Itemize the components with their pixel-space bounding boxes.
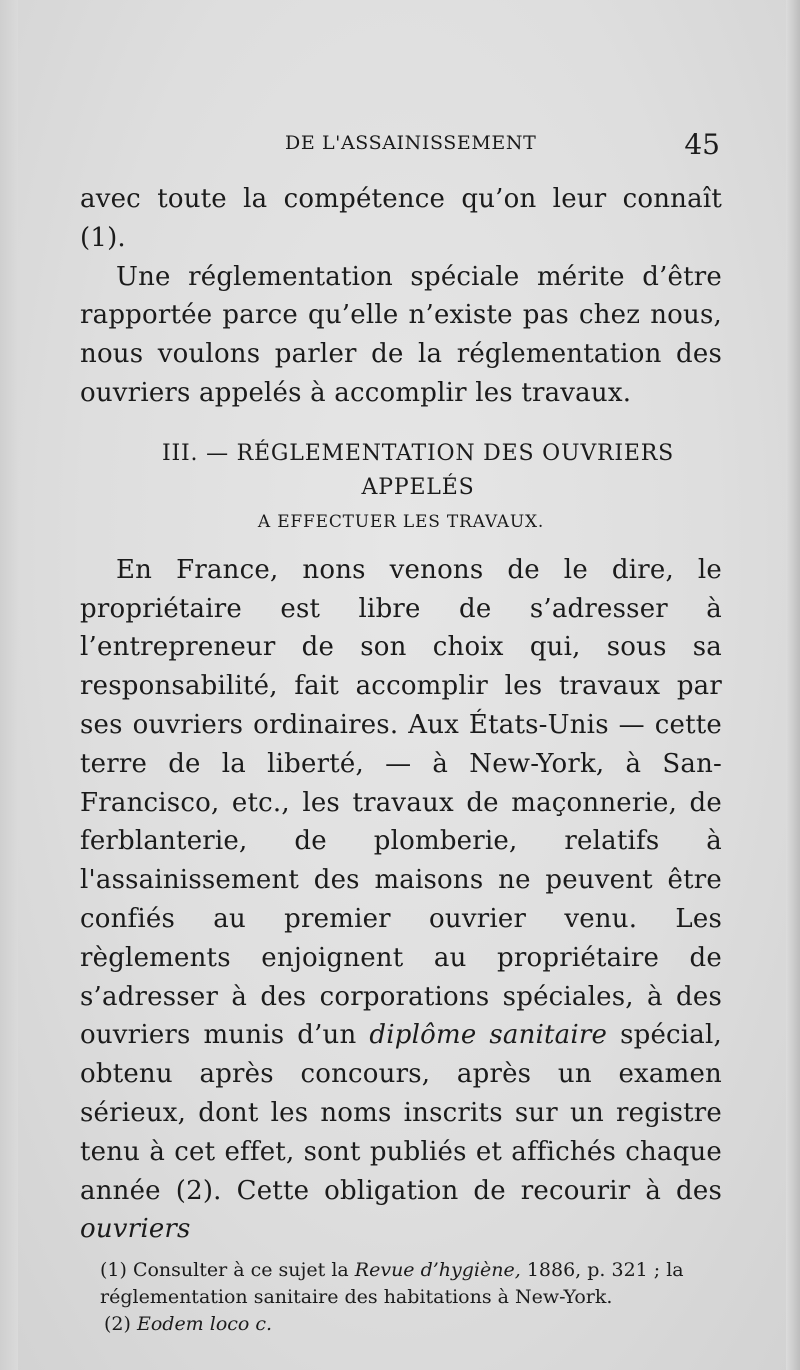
section-heading <box>80 437 722 539</box>
paragraph-2: Une réglementation spéciale mérite d’être rapportée parce qu’elle n’existe pas chez nous, nous voulons parler de la réglementation des ouvriers appelés à accomplir les travaux. <box>80 261 722 408</box>
paragraph-3-italic-ouvriers: ouvriers <box>80 1214 191 1245</box>
page-left-edge <box>0 0 18 1370</box>
section-heading-line-2: A EFFECTUER LES TRAVAUX. <box>257 511 545 532</box>
paragraph-1: avec toute la compétence qu’on leur connaît (1). <box>80 184 722 253</box>
footnote-2-prefix: (2) <box>104 1313 131 1336</box>
running-title: DE L'ASSAINISSEMENT <box>285 132 537 154</box>
paragraph-3-part-2: spécial, obtenu après concours, après un examen sérieux, dont les noms inscrits sur un registre tenu à cet effet, sont publiés et affichés chaque année (2). Cette obligation de recourir à des <box>80 1020 722 1206</box>
footnote-1-prefix: (1) Consulter à ce sujet la <box>100 1259 349 1282</box>
book-page <box>80 120 722 1338</box>
footnote-2-reference: Eodem loco c. <box>136 1313 273 1336</box>
paragraph-3 <box>80 551 722 1249</box>
paragraph-3-part-1: En France, nons venons de le dire, le propriétaire est libre de s’adresser à l’entrepreneur de son choix qui, sous sa responsabilité, fait accomplir les travaux par ses ouvriers ordinaires. Aux États-Unis — cette terre de la liberté, — à New-York, à San-Francisco, etc., les travaux de maçonnerie, de ferblanterie, de plomberie, relatifs à l'assainissement des maisons ne peuvent être confiés au premier ouvrier venu. Les règlements enjoignent au propriétaire de s’adresser à des corporations spéciales, à des ouvriers munis d’un <box>80 554 722 1051</box>
footnote-2 <box>80 1311 722 1338</box>
body-text <box>80 180 722 1249</box>
footnotes <box>80 1257 722 1338</box>
page-right-edge <box>786 0 800 1370</box>
paragraph-3-italic-diplome: diplôme sanitaire <box>369 1020 608 1051</box>
running-head <box>80 120 722 180</box>
footnote-1-journal: Revue d’hygiène, <box>354 1259 521 1282</box>
footnote-1-suffix: 1886, p. 321 ; la réglementation sanitaire des habitations à New-York. <box>100 1259 684 1309</box>
page-number: 45 <box>684 128 720 161</box>
section-heading-line-1: III. — RÉGLEMENTATION DES OUVRIERS APPELÉS <box>162 440 674 500</box>
footnote-1 <box>80 1257 722 1311</box>
